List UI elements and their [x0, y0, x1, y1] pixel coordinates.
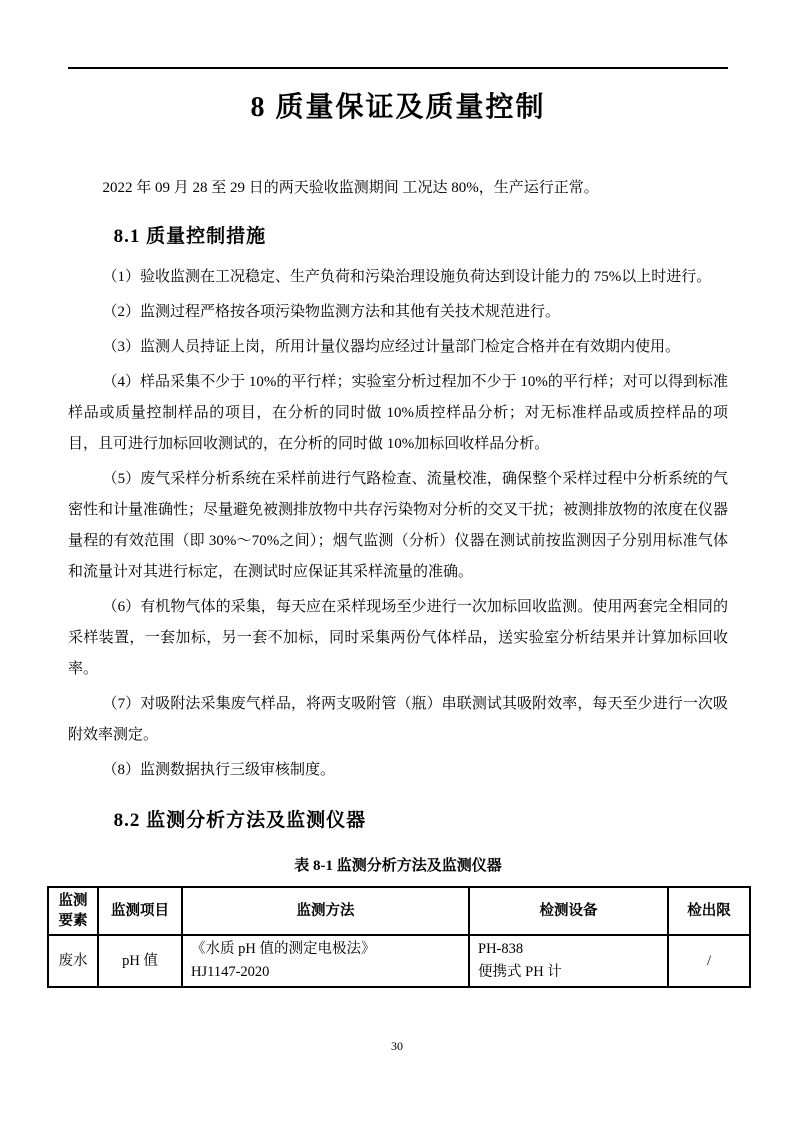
cell-monitor-method: [182, 935, 469, 987]
intro-paragraph: 2022 年 09 月 28 至 29 日的两天验收监测期间 工况达 80%，生产运行正常。: [102, 180, 599, 196]
qc-item-4: （4）样品采集不少于 10%的平行样；实验室分析过程加不少于 10%的平行样；对可以得到标准样品或质量控制样品的项目，在分析的同时做 10%质控样品分析；对无标准样品或质控样品的项目，且可进行加标回收测试的，在分析的同时做 10%加标回收样品分析。: [68, 374, 728, 452]
qc-item-1: （1）验收监测在工况稳定、生产负荷和污染治理设施负荷达到设计能力的 75%以上时进行。: [102, 269, 712, 285]
header-cell-monitor-element: 监测要素: [48, 887, 98, 935]
method-standard-code: HJ1147-2020: [191, 964, 270, 980]
table-caption: 表 8-1 监测分析方法及监测仪器: [294, 858, 502, 874]
table-header-row: [48, 887, 750, 935]
qc-item-3: （3）监测人员持证上岗，所用计量仪器均应经过计量部门检定合格并在有效期内使用。: [102, 339, 681, 355]
chapter-title: 8 质量保证及质量控制: [250, 92, 546, 123]
header-cell-detection-limit: 检出限: [668, 887, 750, 935]
cell-detection-device: [469, 935, 668, 987]
device-model: PH-838: [478, 941, 524, 957]
header-cell-detection-device: 检测设备: [469, 887, 668, 935]
table-row: [48, 935, 750, 987]
method-title: 《水质 pH 值的测定电极法》: [191, 941, 376, 957]
qc-item-5: （5）废气采样分析系统在采样前进行气路检查、流量校准，确保整个采样过程中分析系统的气密性和计量准确性；尽量避免被测排放物中共存污染物对分析的交叉干扰；被测排放物的浓度在仪器量程的有效范围（即 30%～70%之间）；烟气监测（分析）仪器在测试前按监测因子分别用标准气体和流量计对其进行标定，在测试时应保证其采样流量的准确。: [68, 471, 729, 580]
header-cell-monitor-item: 监测项目: [98, 887, 182, 935]
qc-item-7: （7）对吸附法采集废气样品，将两支吸附管（瓶）串联测试其吸附效率，每天至少进行一次吸附效率测定。: [68, 696, 728, 743]
header-cell-monitor-method: 监测方法: [182, 887, 469, 935]
cell-detection-limit: /: [668, 935, 750, 987]
monitoring-methods-table: [47, 886, 751, 988]
device-name: 便携式 PH 计: [478, 964, 562, 980]
qc-item-2: （2）监测过程严格按各项污染物监测方法和其他有关技术规范进行。: [102, 304, 561, 320]
cell-monitor-element: 废水: [48, 935, 98, 987]
page-number: 30: [391, 1039, 403, 1053]
cell-monitor-item: pH 值: [98, 935, 182, 987]
section-8-2-heading: 8.2 监测分析方法及监测仪器: [113, 810, 367, 831]
qc-item-8: （8）监测数据执行三级审核制度。: [102, 762, 336, 778]
header-rule-divider: [68, 54, 728, 69]
qc-item-6: （6）有机物气体的采集，每天应在采样现场至少进行一次加标回收监测。使用两套完全相同的采样装置，一套加标，另一套不加标，同时采集两份气体样品，送实验室分析结果并计算加标回收率。: [68, 599, 728, 677]
section-8-1-heading: 8.1 质量控制措施: [113, 226, 267, 247]
